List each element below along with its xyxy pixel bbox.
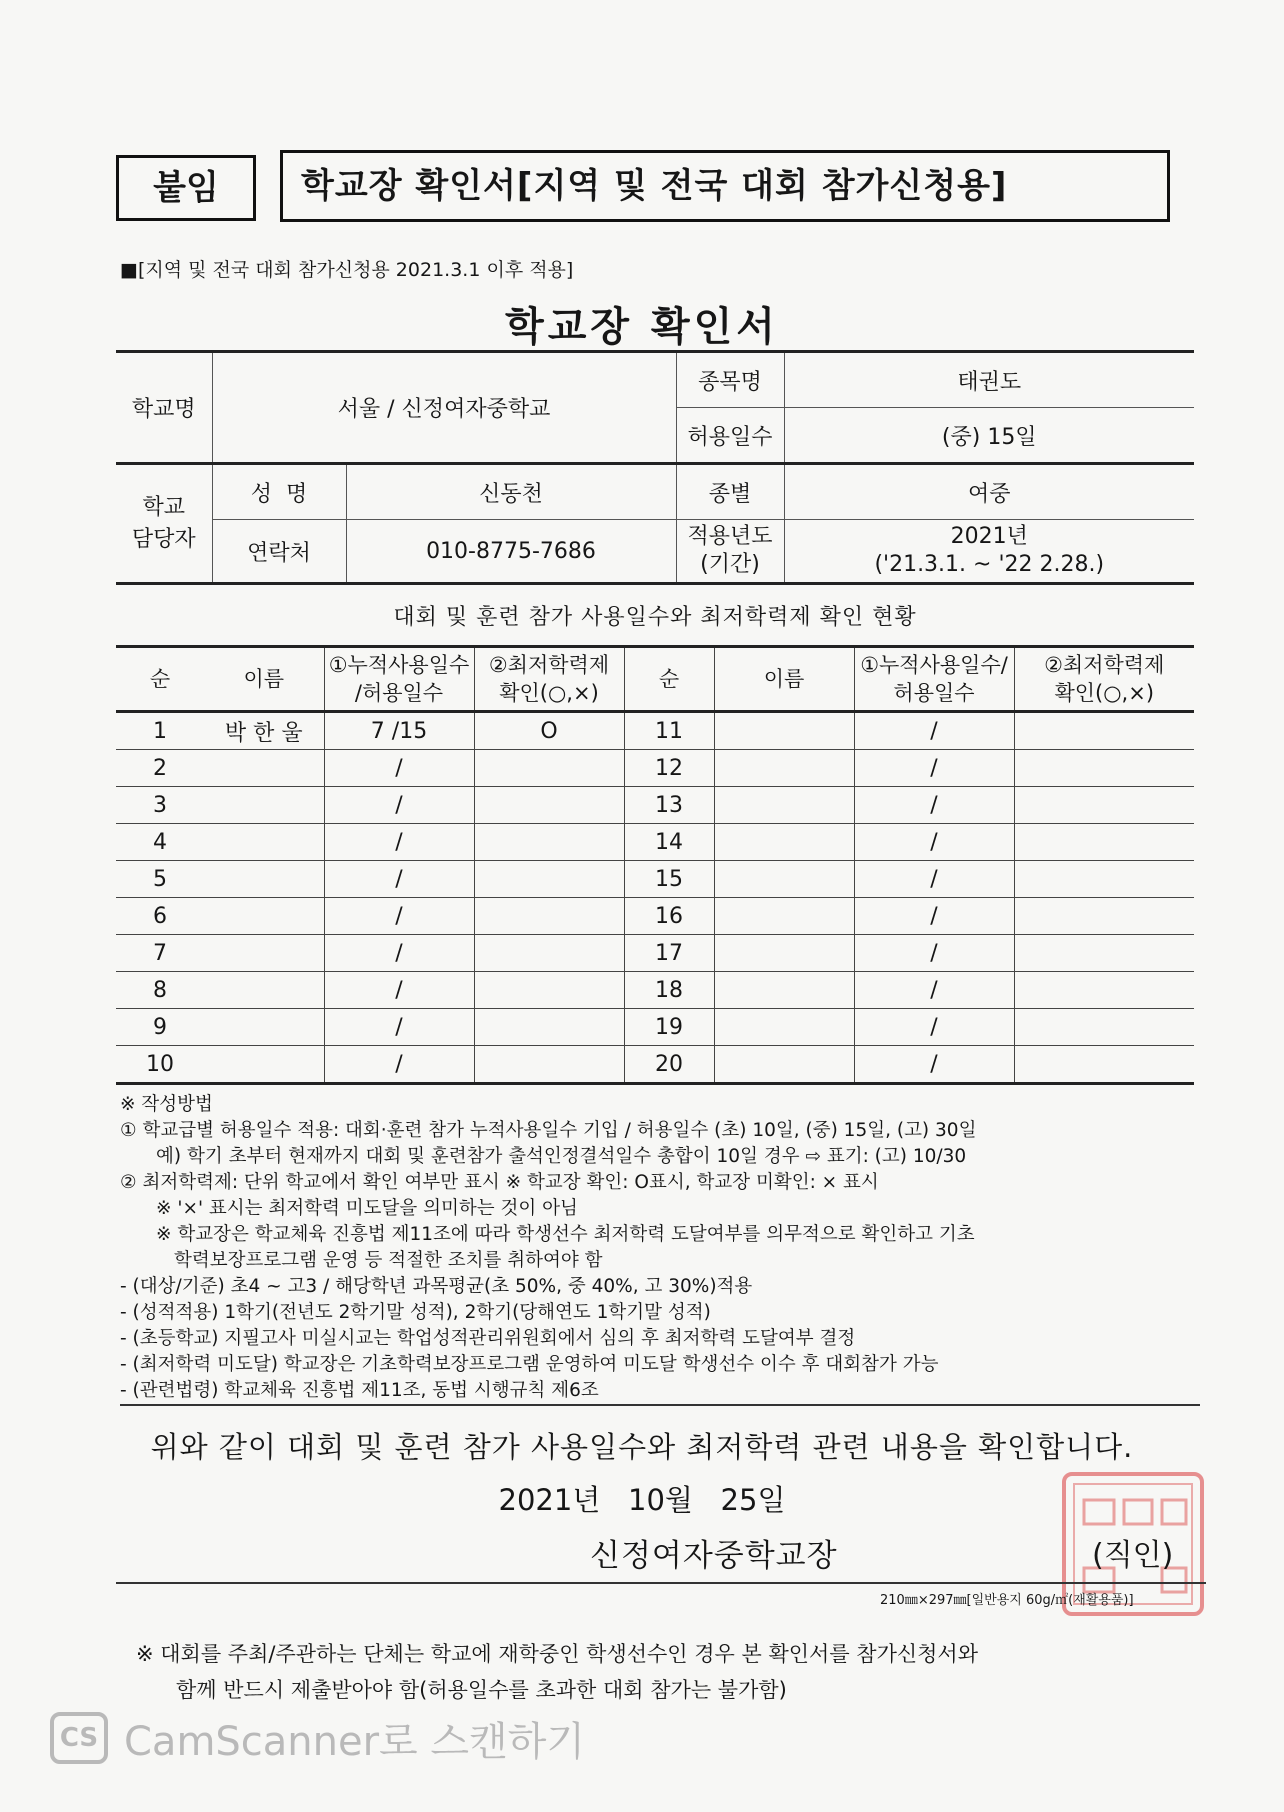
row-no-right: 15 (624, 861, 714, 898)
category-value: 여중 (784, 464, 1194, 520)
row-check-right (1014, 712, 1194, 750)
header-check-right (1014, 647, 1194, 712)
footer-note (136, 1636, 1196, 1708)
row-no: 6 (116, 898, 204, 935)
row-check: O (474, 712, 624, 750)
row-name-right (714, 1009, 854, 1046)
row-days-right: / (854, 972, 1014, 1009)
row-check (474, 787, 624, 824)
camscanner-watermark: CamScanner로 스캔하기 (124, 1719, 585, 1765)
allowed-days-label: 허용일수 (676, 408, 784, 464)
header-name: 이름 (204, 647, 324, 712)
row-days-right: / (854, 1009, 1014, 1046)
camscanner-logo: CS (50, 1712, 108, 1764)
row-name (204, 1009, 324, 1046)
year-value (784, 520, 1194, 584)
row-check-right (1014, 1009, 1194, 1046)
person-name-value: 신동천 (346, 464, 676, 520)
table-row (116, 824, 1194, 861)
row-check (474, 898, 624, 935)
table-row (116, 935, 1194, 972)
note-line: 예) 학기 초부터 현재까지 대회 및 훈련참가 출석인정결석일수 총합이 10일 경우 ⇨ 표기: (고) 10/30 (156, 1146, 967, 1167)
row-no-right: 14 (624, 824, 714, 861)
header-days-right-line2: 허용일수 (893, 681, 975, 705)
person-name-label: 성 명 (212, 464, 346, 520)
row-no-right: 20 (624, 1046, 714, 1084)
table-row (116, 750, 1194, 787)
section-heading: 대회 및 훈련 참가 사용일수와 최저학력제 확인 현황 (393, 605, 917, 630)
row-name: 박 한 울 (204, 712, 324, 750)
row-check-right (1014, 935, 1194, 972)
header-days-right (854, 647, 1014, 712)
row-check (474, 824, 624, 861)
row-no: 4 (116, 824, 204, 861)
note-line: - (관련법령) 학교체육 진흥법 제11조, 동법 시행규칙 제6조 (120, 1378, 1200, 1406)
table-row (116, 1009, 1194, 1046)
school-name-label: 학교명 (116, 352, 212, 464)
row-check (474, 972, 624, 1009)
allowed-days-value: (중) 15일 (784, 408, 1194, 464)
note-line: ※ 작성방법 (120, 1094, 213, 1115)
table-row (116, 972, 1194, 1009)
row-no: 8 (116, 972, 204, 1009)
row-check (474, 1009, 624, 1046)
header-check-right-line1: ②최저학력제 (1044, 653, 1165, 677)
attachment-label-box (116, 155, 256, 221)
row-name-right (714, 750, 854, 787)
note-line: - (초등학교) 지필고사 미실시교는 학업성적관리위원회에서 심의 후 최저학력 도달여부 결정 (120, 1328, 856, 1349)
row-check (474, 861, 624, 898)
row-check-right (1014, 898, 1194, 935)
row-no: 3 (116, 787, 204, 824)
row-days: / (324, 898, 474, 935)
manager-label (116, 464, 212, 584)
confirmation-statement: 위와 같이 대회 및 훈련 참가 사용일수와 최저학력 관련 내용을 확인합니다. (150, 1430, 1134, 1464)
row-days-right: / (854, 824, 1014, 861)
row-name (204, 750, 324, 787)
row-name (204, 935, 324, 972)
row-name (204, 898, 324, 935)
contact-label: 연락처 (212, 520, 346, 584)
divider (116, 1582, 1206, 1584)
row-name-right (714, 824, 854, 861)
note-line: ① 학교급별 허용일수 적용: 대회·훈련 참가 누적사용일수 기입 / 허용일수 (초) 10일, (중) 15일, (고) 30일 (120, 1120, 977, 1141)
table-row (116, 898, 1194, 935)
row-name-right (714, 935, 854, 972)
row-check-right (1014, 972, 1194, 1009)
row-check-right (1014, 824, 1194, 861)
row-name (204, 787, 324, 824)
row-name-right (714, 787, 854, 824)
header-days-right-line1: ①누적사용일수/ (860, 653, 1008, 677)
row-no-right: 16 (624, 898, 714, 935)
row-no: 1 (116, 712, 204, 750)
manager-label-line2: 담당자 (131, 526, 196, 552)
row-check (474, 1046, 624, 1084)
year-period-line: ('21.3.1. ~ '22 2.28.) (874, 552, 1105, 577)
attendance-table (116, 645, 1194, 1085)
document-headline: 학교장 확인서[지역 및 전국 대회 참가신청용] (301, 166, 1008, 206)
row-no-right: 13 (624, 787, 714, 824)
row-name-right (714, 1046, 854, 1084)
year-label-line1: 적용년도 (687, 524, 773, 549)
document-headline-box (280, 150, 1170, 222)
issue-date: 2021년 10월 25일 (498, 1483, 786, 1517)
row-days: / (324, 861, 474, 898)
row-no-right: 18 (624, 972, 714, 1009)
row-name-right (714, 861, 854, 898)
paper-spec: 210㎜×297㎜[일반용지 60g/㎡(재활용품)] (880, 1593, 1134, 1608)
row-name-right (714, 972, 854, 1009)
row-days-right: / (854, 935, 1014, 972)
header-days (324, 647, 474, 712)
row-days: / (324, 750, 474, 787)
school-name-value: 서울 / 신정여자중학교 (212, 352, 676, 464)
note-line: - (대상/기준) 초4 ~ 고3 / 해당학년 과목평균(초 50%, 중 40%, 고 30%)적용 (120, 1276, 753, 1297)
row-check-right (1014, 1046, 1194, 1084)
table-row (116, 1046, 1194, 1084)
row-no: 7 (116, 935, 204, 972)
note-line: - (최저학력 미도달) 학교장은 기초학력보장프로그램 운영하여 미도달 학생선수 이수 후 대회참가 가능 (120, 1354, 939, 1375)
row-days-right: / (854, 1046, 1014, 1084)
page-title: 학교장 확인서 (505, 304, 779, 350)
header-days-line1: ①누적사용일수 (328, 653, 470, 677)
header-no: 순 (116, 647, 204, 712)
row-days: / (324, 787, 474, 824)
note-line: ※ '×' 표시는 최저학력 미도달을 의미하는 것이 아님 (156, 1198, 578, 1219)
row-days-right: / (854, 712, 1014, 750)
note-line: ※ 학교장은 학교체육 진흥법 제11조에 따라 학생선수 최저학력 도달여부를 의무적으로 확인하고 기초 (156, 1224, 975, 1245)
row-name-right (714, 712, 854, 750)
note-line: 학력보장프로그램 운영 등 적절한 조치를 취하여야 함 (174, 1250, 603, 1271)
row-check-right (1014, 861, 1194, 898)
attendance-rows (116, 712, 1194, 1084)
row-days: / (324, 972, 474, 1009)
table-row (116, 861, 1194, 898)
header-days-line2: /허용일수 (354, 681, 444, 705)
row-no-right: 17 (624, 935, 714, 972)
row-days: / (324, 1009, 474, 1046)
year-label (676, 520, 784, 584)
note-line: ② 최저학력제: 단위 학교에서 확인 여부만 표시 ※ 학교장 확인: O표시, 학교장 미확인: × 표시 (120, 1172, 879, 1193)
contact-value: 010-8775-7686 (346, 520, 676, 584)
header-check-line2: 확인(○,×) (499, 681, 599, 705)
sport-label: 종목명 (676, 352, 784, 408)
footer-note-line: 함께 반드시 제출받아야 함(허용일수를 초과한 대회 참가는 불가함) (176, 1678, 787, 1702)
school-info-table (116, 350, 1194, 585)
row-no: 2 (116, 750, 204, 787)
category-label: 종별 (676, 464, 784, 520)
row-name (204, 1046, 324, 1084)
row-days-right: / (854, 750, 1014, 787)
row-name-right (714, 898, 854, 935)
row-no: 9 (116, 1009, 204, 1046)
row-name (204, 861, 324, 898)
row-no: 5 (116, 861, 204, 898)
row-days-right: / (854, 861, 1014, 898)
row-check (474, 750, 624, 787)
row-days: / (324, 824, 474, 861)
note-line: - (성적적용) 1학기(전년도 2학기말 성적), 2학기(당해연도 1학기말 성적) (120, 1302, 711, 1323)
header-no-right: 순 (624, 647, 714, 712)
row-name (204, 972, 324, 1009)
header-check-line1: ②최저학력제 (488, 653, 610, 677)
year-label-line2: (기간) (700, 552, 760, 577)
seal-label: (직인) (1092, 1538, 1174, 1573)
row-no-right: 11 (624, 712, 714, 750)
row-name (204, 824, 324, 861)
header-check (474, 647, 624, 712)
row-no-right: 19 (624, 1009, 714, 1046)
header-check-right-line2: 확인(○,×) (1054, 681, 1155, 705)
header-name-right: 이름 (714, 647, 854, 712)
table-row (116, 712, 1194, 750)
year-value-line1: 2021년 (950, 524, 1028, 549)
row-no-right: 12 (624, 750, 714, 787)
table-row (116, 787, 1194, 824)
row-check-right (1014, 750, 1194, 787)
signer-name: 신정여자중학교장 (590, 1538, 838, 1574)
attachment-label: 붙임 (153, 168, 219, 208)
manager-label-line1: 학교 (142, 494, 185, 520)
row-check-right (1014, 787, 1194, 824)
row-check (474, 935, 624, 972)
footer-note-line: ※ 대회를 주최/주관하는 단체는 학교에 재학중인 학생선수인 경우 본 확인서를 참가신청서와 (136, 1642, 979, 1666)
row-days-right: / (854, 898, 1014, 935)
instructions (120, 1092, 1200, 1406)
sport-value: 태권도 (784, 352, 1194, 408)
applicability-note: ■[지역 및 전국 대회 참가신청용 2021.3.1 이후 적용] (120, 259, 574, 281)
row-days: 7 /15 (324, 712, 474, 750)
row-days: / (324, 1046, 474, 1084)
row-days-right: / (854, 787, 1014, 824)
row-days: / (324, 935, 474, 972)
row-no: 10 (116, 1046, 204, 1084)
